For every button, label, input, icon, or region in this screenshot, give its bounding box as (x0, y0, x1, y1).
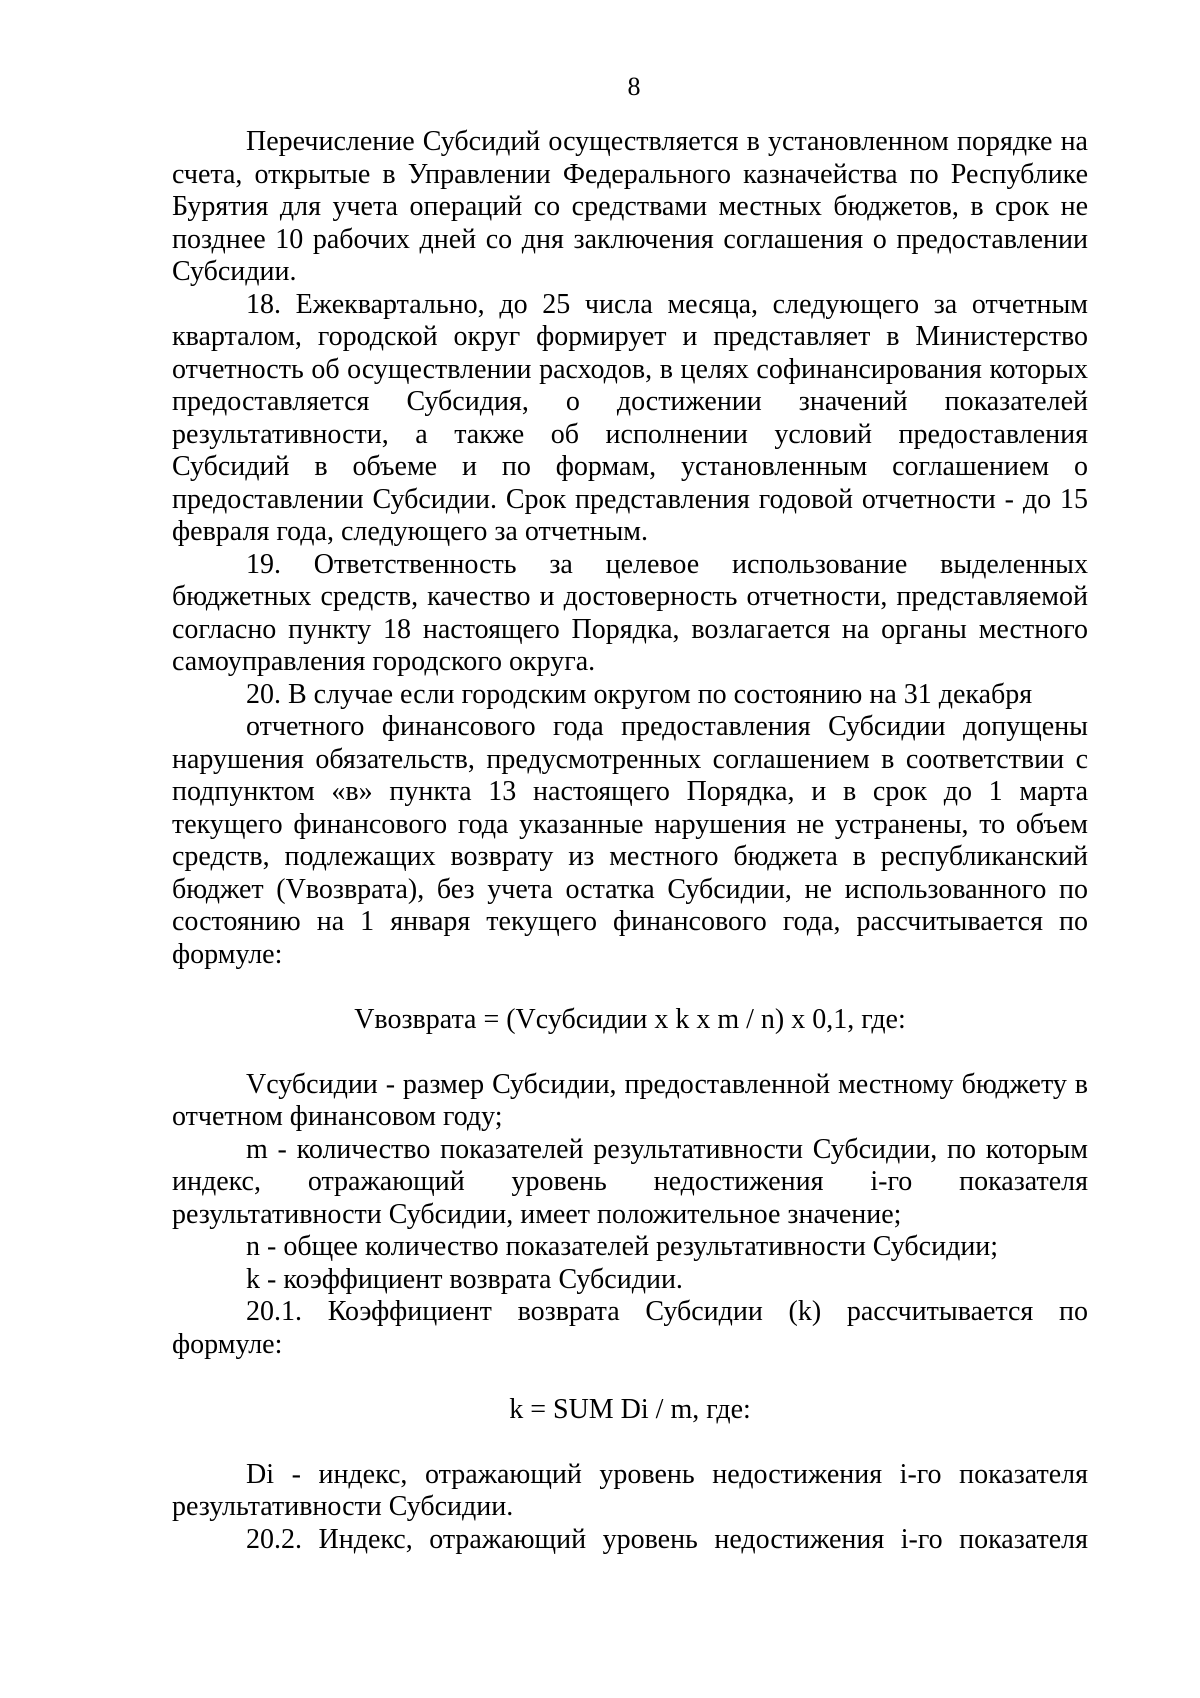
spacer (172, 971, 1088, 1004)
paragraph-18: 18. Ежеквартально, до 25 числа месяца, следующего за отчетным кварталом, городской округ формирует и представляет в Министерство отчетность об осуществлении расходов, в целях софинансирования которых предоставляется Субсидия, о достижении значений показателей результативности, а также об исполнении условий предоставления Субсидий в объеме и по формам, установленным соглашением о предоставлении Субсидии. Срок представления годовой отчетности - до 15 февраля года, следующего за отчетным. (172, 288, 1088, 547)
definition-k: k - коэффициент возврата Субсидии. (246, 1263, 683, 1295)
formula-coefficient: k = SUM Di / m, где: (509, 1394, 751, 1425)
formula-return-volume: Vвозврата = (Vсубсидии x k x m / n) x 0,1, где: (354, 1004, 906, 1035)
definition-vsubsidy: Vсубсидии - размер Субсидии, предоставленной местному бюджету в отчетном финансовом году; (172, 1068, 1088, 1132)
paragraph-20-body: нарушения обязательств, предусмотренных соглашением в соответствии с подпунктом «в» пункта 13 настоящего Порядка, и в срок до 1 марта текущего финансового года указанные нарушения не устранены, то объем средств, подлежащих возврату из местного бюджета в республиканский бюджет (Vвозврата), без учета остатка Субсидии, не использованного по состоянию на 1 января текущего финансового года, рассчитывается по формуле: (172, 743, 1088, 970)
definition-m: m - количество показателей результативности Субсидии, по которым индекс, отражающий уровень недостижения i-го показателя результативности Субсидии, имеет положительное значение; (172, 1133, 1088, 1230)
document-body (172, 126, 1088, 1556)
paragraph-20-continuation-line: отчетного финансового года предоставления Субсидии допущены (246, 711, 1088, 742)
paragraph-transfer: Перечисление Субсидий осуществляется в установленном порядке на счета, открытые в Управлении Федерального казначейства по Республике Бурятия для учета операций со средствами местных бюджетов, в срок не позднее 10 рабочих дней со дня заключения соглашения о предоставлении Субсидии. (172, 126, 1088, 287)
definition-n: n - общее количество показателей результативности Субсидии; (246, 1231, 999, 1262)
page-number: 8 (627, 72, 641, 101)
paragraph-20-heading: 20. В случае если городским округом по состоянию на 31 декабря (246, 678, 1033, 710)
spacer (172, 1037, 1088, 1069)
spacer (172, 1427, 1088, 1459)
paragraph-20-1: 20.1. Коэффициент возврата Субсидии (k) рассчитывается по формуле: (172, 1296, 1088, 1360)
spacer (172, 1361, 1088, 1394)
definition-di: Di - индекс, отражающий уровень недостижения i-го показателя результативности Субсидии. (172, 1458, 1088, 1522)
paragraph-19: 19. Ответственность за целевое использование выделенных бюджетных средств, качество и достоверность отчетности, представляемой согласно пункту 18 настоящего Порядка, возлагается на органы местного самоуправления городского округа. (172, 548, 1088, 677)
paragraph-20-2: 20.2. Индекс, отражающий уровень недостижения i-го показателя (246, 1523, 1088, 1555)
